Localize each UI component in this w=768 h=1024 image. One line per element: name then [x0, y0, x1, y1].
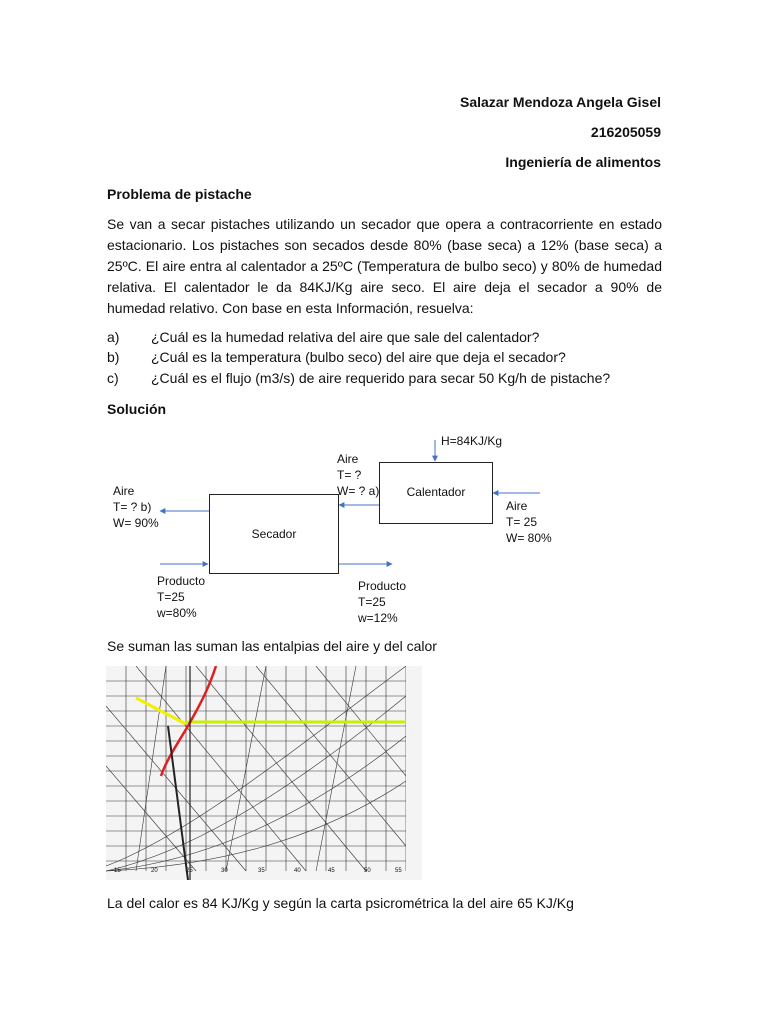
air-left-label — [113, 483, 159, 531]
air-right-label — [506, 498, 552, 546]
air-mid-line: T= ? — [337, 468, 362, 482]
question-label: b) — [107, 349, 120, 365]
axis-tick: 45 — [328, 868, 335, 874]
axis-tick: 30 — [221, 868, 228, 874]
product-out-line: w=12% — [358, 611, 398, 625]
air-right-line: Aire — [506, 499, 528, 513]
heater-box — [379, 462, 493, 524]
question-text: ¿Cuál es la temperatura (bulbo seco) del aire que deja el secador? — [151, 349, 566, 365]
solution-text-2: La del calor es 84 KJ/Kg y según la carta psicrométrica la del aire 65 KJ/Kg — [107, 895, 574, 911]
product-out-line: Producto — [358, 579, 407, 593]
heat-label: H=84KJ/Kg — [441, 434, 503, 448]
product-in-label — [157, 573, 205, 621]
air-right-line: T= 25 — [506, 515, 538, 529]
air-mid-line: W= ? a) — [337, 484, 380, 498]
product-in-line: w=80% — [157, 606, 197, 620]
career: Ingeniería de alimentos — [505, 154, 661, 170]
solution-text-1: Se suman las suman las entalpias del aire y del calor — [107, 638, 437, 654]
chart-black-line — [168, 726, 188, 880]
air-mid-label — [337, 451, 379, 499]
dryer-box — [209, 494, 339, 574]
question-text: ¿Cuál es el flujo (m3/s) de aire requerido para secar 50 Kg/h de pistache? — [151, 370, 611, 386]
student-id: 216205059 — [590, 124, 661, 140]
air-right-line: W= 80% — [506, 531, 552, 545]
axis-tick: 50 — [364, 868, 371, 874]
axis-tick: 40 — [294, 868, 301, 874]
question-label: a) — [107, 329, 120, 345]
chart-grid — [106, 666, 406, 871]
air-mid-line: Aire — [337, 452, 359, 466]
product-in-line: T=25 — [157, 590, 185, 604]
axis-tick: 35 — [258, 868, 265, 874]
axis-tick: 15 — [114, 868, 121, 874]
chart-x-axis — [106, 868, 406, 880]
air-left-line: T= ? b) — [113, 500, 152, 514]
solution-title: Solución — [107, 401, 167, 417]
product-out-label — [358, 578, 406, 626]
product-out-line: T=25 — [358, 595, 386, 609]
heater-label: Calentador — [406, 485, 466, 499]
psychrometric-chart — [106, 666, 422, 880]
product-in-line: Producto — [157, 574, 206, 588]
problem-title: Problema de pistache — [107, 186, 252, 202]
air-left-line: W= 90% — [113, 516, 159, 530]
question-label: c) — [107, 370, 119, 386]
psychrometric-chart-graphic — [106, 666, 422, 880]
axis-tick: 25 — [186, 868, 193, 874]
axis-tick: 55 — [395, 868, 402, 874]
question-text: ¿Cuál es la humedad relativa del aire que sale del calentador? — [151, 329, 540, 345]
dryer-label: Secador — [251, 527, 297, 541]
author-name: Salazar Mendoza Angela Gisel — [460, 94, 661, 110]
air-left-line: Aire — [113, 484, 135, 498]
axis-tick: 20 — [151, 868, 158, 874]
problem-statement: Se van a secar pistaches utilizando un secador que opera a contracorriente en estado estacionario. Los pistaches son secados desde 80% (base seca) a 12% (base seca) a 25ºC. El aire entra al calentador a 25ºC (Temperatura de bulbo seco) y 80% de humedad relativa. El calentador le da 84KJ/Kg aire seco. El aire deja el secador a 90% de humedad relativo. Con base en esta Información, resuelva: — [107, 216, 662, 316]
